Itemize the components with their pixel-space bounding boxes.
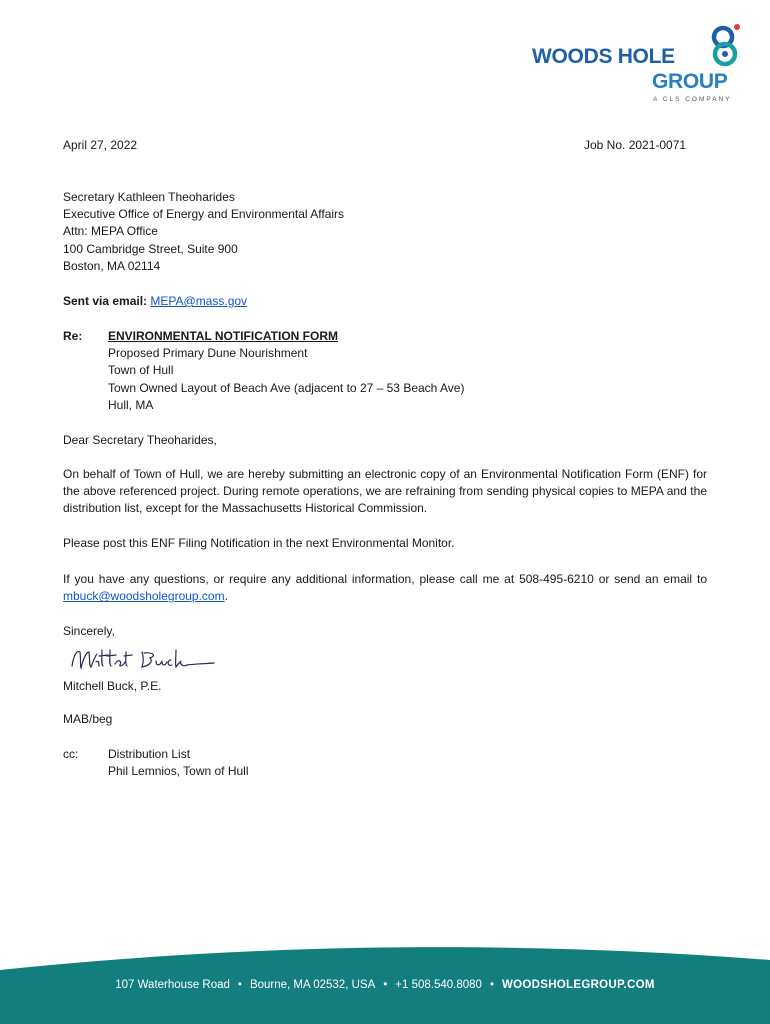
address-line: Boston, MA 02114 xyxy=(63,258,161,273)
body-paragraph-2: Please post this ENF Filing Notification in the next Environmental Monitor. xyxy=(63,536,455,550)
cc-item: Phil Lemnios, Town of Hull xyxy=(108,764,249,779)
logo-mark-icon xyxy=(706,24,744,68)
address-line: 100 Cambridge Street, Suite 900 xyxy=(63,241,238,256)
re-line: Town Owned Layout of Beach Ave (adjacent to 27 – 53 Beach Ave) xyxy=(108,380,465,395)
address-line: Executive Office of Energy and Environmental Affairs xyxy=(63,207,345,222)
re-label: Re: xyxy=(63,329,83,343)
logo-line1: WOODS HOLE xyxy=(532,45,675,68)
body-paragraph-3 xyxy=(63,571,707,605)
footer-separator: • xyxy=(489,979,494,991)
re-line: Proposed Primary Dune Nourishment xyxy=(108,346,308,361)
company-logo xyxy=(532,22,752,106)
sent-label: Sent via email: xyxy=(63,294,148,308)
re-line: Town of Hull xyxy=(108,363,174,378)
footer-city: Bourne, MA 02532, USA xyxy=(249,979,376,991)
letter-date: April 27, 2022 xyxy=(63,138,138,152)
footer-separator: • xyxy=(383,979,388,991)
body-paragraph-1: On behalf of Town of Hull, we are hereby submitting an electronic copy of an Environmental Notification Form (ENF) for the above referenced project. During remote operations, we are refraining from sending physical copies to MEPA and the distribution list, except for the Massachusetts Historical Commission. xyxy=(63,467,707,516)
footer-website[interactable]: WOODSHOLEGROUP.COM xyxy=(501,979,655,991)
footer-contact xyxy=(0,979,770,991)
cc-label: cc: xyxy=(63,747,79,761)
footer-address: 107 Waterhouse Road xyxy=(115,979,230,991)
re-title: ENVIRONMENTAL NOTIFICATION FORM xyxy=(108,329,338,343)
address-line: Attn: MEPA Office xyxy=(63,224,158,239)
address-line: Secretary Kathleen Theoharides xyxy=(63,190,235,204)
footer-band xyxy=(0,930,770,1024)
mepa-email-link[interactable]: MEPA@mass.gov xyxy=(150,294,248,308)
closing-sincerely: Sincerely, xyxy=(63,624,115,638)
paragraph-text-end: . xyxy=(224,589,228,604)
typist-initials: MAB/beg xyxy=(63,712,113,726)
footer-phone: +1 508.540.8080 xyxy=(395,979,482,991)
recipient-address xyxy=(63,189,344,275)
cc-item: Distribution List xyxy=(108,747,191,761)
salutation: Dear Secretary Theoharides, xyxy=(63,433,217,447)
handwritten-signature xyxy=(68,640,218,676)
sent-via-line xyxy=(63,293,247,310)
re-block xyxy=(108,328,464,414)
footer-separator: • xyxy=(237,979,242,991)
contact-email-link[interactable]: mbuck@woodsholegroup.com xyxy=(63,589,225,604)
job-number: Job No. 2021-0071 xyxy=(584,138,687,152)
paragraph-text: If you have any questions, or require any additional information, please call me at 508-495-6210 or send an email to xyxy=(63,572,707,586)
re-line: Hull, MA xyxy=(108,397,154,412)
logo-line2: GROUP xyxy=(652,70,728,93)
signer-name: Mitchell Buck, P.E. xyxy=(63,679,162,693)
cc-list xyxy=(108,746,249,780)
logo-tagline: A CLS COMPANY xyxy=(653,96,732,103)
